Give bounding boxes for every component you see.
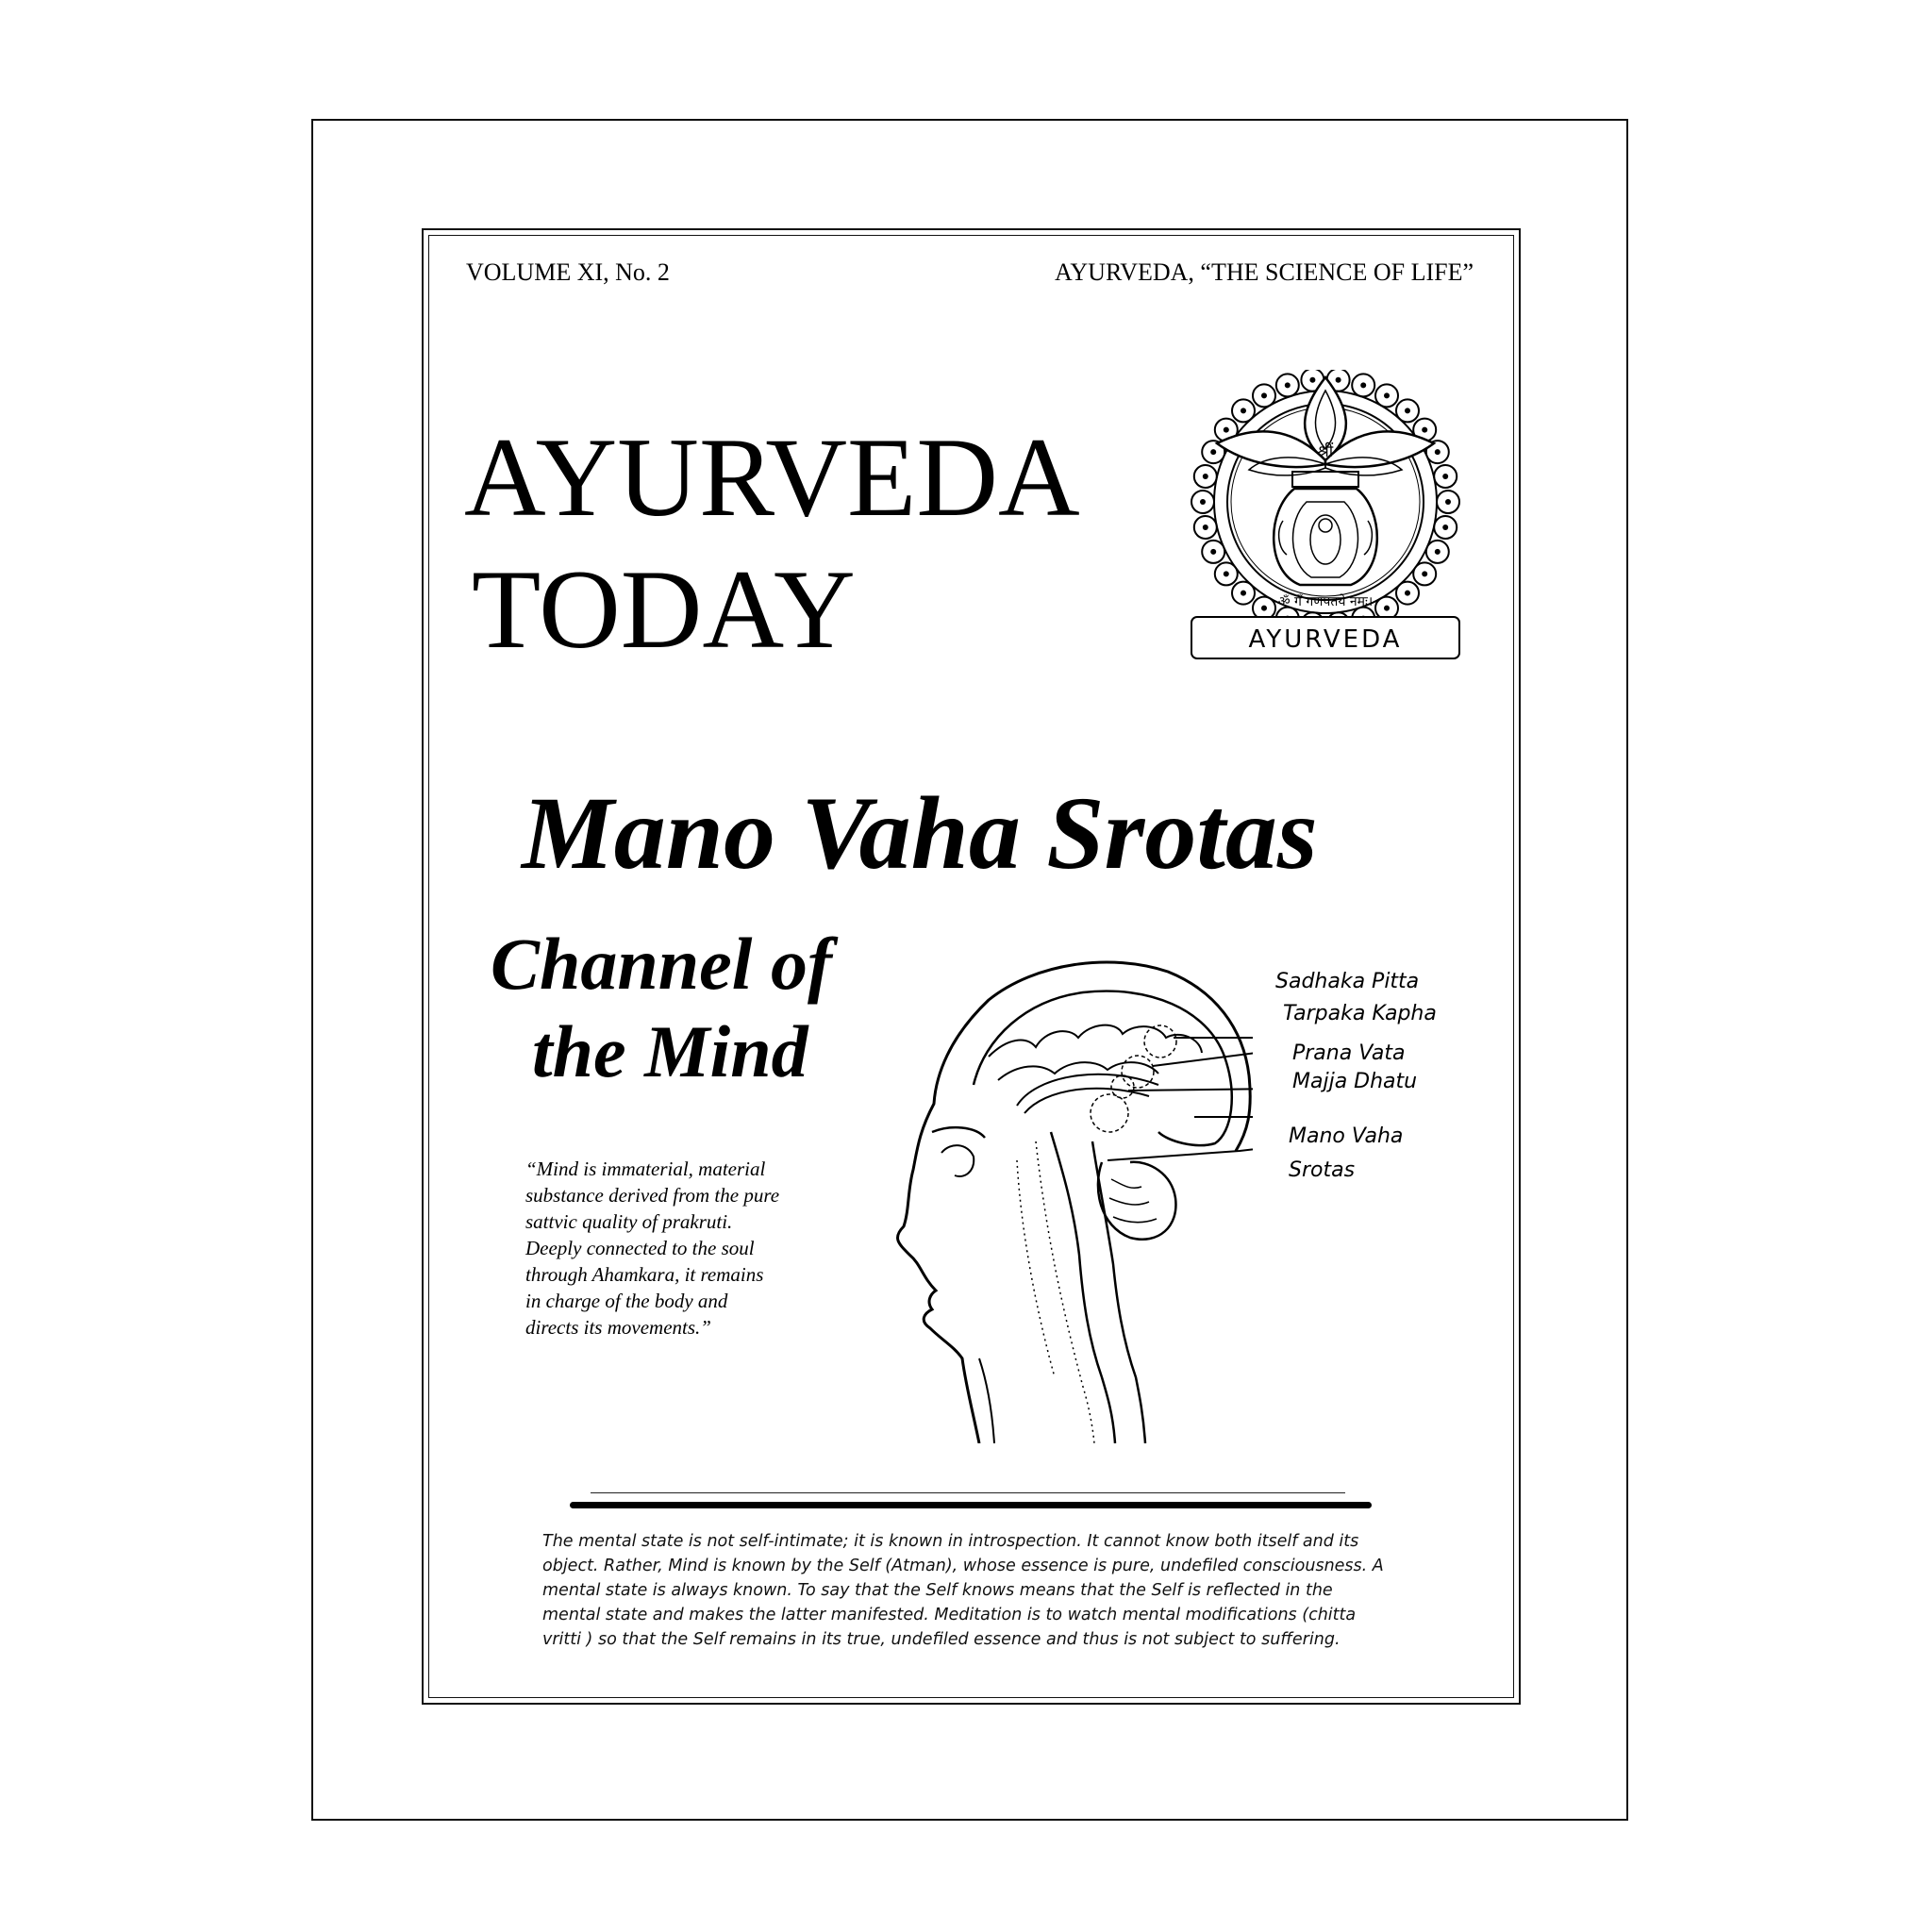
quote-line: directs its movements.”	[525, 1316, 711, 1339]
scallop-dot	[1210, 549, 1216, 555]
scallop-dot	[1360, 382, 1366, 388]
scallop-dot	[1261, 392, 1267, 398]
emblem-caption: AYURVEDA	[1248, 625, 1403, 654]
body-line: mental state is always known. To say that the Self knows means that the Self is reflected in the	[542, 1581, 1333, 1600]
label-prana-vata: Prana Vata	[1292, 1041, 1406, 1065]
scallop-dot	[1210, 449, 1216, 455]
feature-heading: Mano Vaha Srotas	[522, 775, 1318, 891]
scallop-dot	[1261, 606, 1267, 611]
body-line: object. Rather, Mind is known by the Self (Atman), whose essence is pure, undefiled consciousness. A	[542, 1557, 1384, 1575]
label-sadhaka-pitta: Sadhaka Pitta	[1275, 970, 1420, 993]
body-line: vritti ) so that the Self remains in its true, undefiled essence and thus is not subject to suffering.	[542, 1630, 1341, 1649]
scallop-dot	[1309, 377, 1315, 383]
scallop-dot	[1203, 525, 1208, 530]
scallop-dot	[1224, 571, 1229, 576]
scallop-dot	[1442, 525, 1448, 530]
scallop-dot	[1224, 427, 1229, 433]
scallop-dot	[1405, 408, 1410, 413]
body-line: The mental state is not self-intimate; it is known in introspection. It cannot know both itself and its	[542, 1532, 1359, 1551]
pull-quote	[525, 1156, 794, 1341]
label-mano-vaha-line-2: Srotas	[1289, 1158, 1356, 1182]
emblem-mantra: ॐ गँ गणपतये नमः।	[1277, 594, 1374, 609]
feature-subtitle-line-1: Channel of	[491, 923, 832, 1005]
scallop-dot	[1203, 474, 1208, 479]
scallop-dot	[1200, 499, 1206, 505]
label-mano-vaha-line-1: Mano Vaha	[1289, 1124, 1404, 1148]
label-tarpaka-kapha: Tarpaka Kapha	[1283, 1002, 1437, 1025]
divider-thick	[570, 1502, 1372, 1508]
tagline-label: AYURVEDA, “THE SCIENCE OF LIFE”	[1055, 258, 1474, 286]
masthead-line-1: AYURVEDA	[464, 414, 1080, 540]
quote-line: substance derived from the pure	[525, 1184, 780, 1207]
label-majja-dhatu: Majja Dhatu	[1292, 1070, 1418, 1093]
scallop-dot	[1422, 571, 1427, 576]
scallop-dot	[1241, 408, 1246, 413]
scallop-dot	[1435, 449, 1441, 455]
scallop-dot	[1285, 382, 1291, 388]
quote-line: through Ahamkara, it remains	[525, 1263, 764, 1286]
ayurveda-emblem-icon	[1189, 370, 1462, 664]
scallop-dot	[1384, 392, 1390, 398]
body-paragraph	[542, 1529, 1396, 1652]
scallop-dot	[1442, 474, 1448, 479]
quote-line: Deeply connected to the soul	[525, 1237, 755, 1259]
scallop-dot	[1241, 591, 1246, 596]
scallop-dot	[1336, 377, 1341, 383]
scallop-dot	[1422, 427, 1427, 433]
quote-line: “Mind is immaterial, material	[525, 1158, 766, 1180]
quote-line: in charge of the body and	[525, 1290, 728, 1312]
volume-label: VOLUME XI, No. 2	[466, 258, 670, 286]
head-cross-section-icon	[875, 943, 1253, 1443]
quote-line: sattvic quality of prakruti.	[525, 1210, 733, 1233]
emblem-script: श्रीं	[1317, 442, 1334, 461]
scallop-dot	[1445, 499, 1451, 505]
feature-subtitle-line-2: the Mind	[532, 1010, 808, 1092]
scallop-dot	[1435, 549, 1441, 555]
body-line: mental state and makes the latter manifested. Meditation is to watch mental modifications (chitta	[542, 1606, 1357, 1624]
scallop-dot	[1384, 606, 1390, 611]
masthead-line-2: TODAY	[472, 546, 856, 672]
scallop-dot	[1405, 591, 1410, 596]
divider-thin	[591, 1492, 1345, 1493]
